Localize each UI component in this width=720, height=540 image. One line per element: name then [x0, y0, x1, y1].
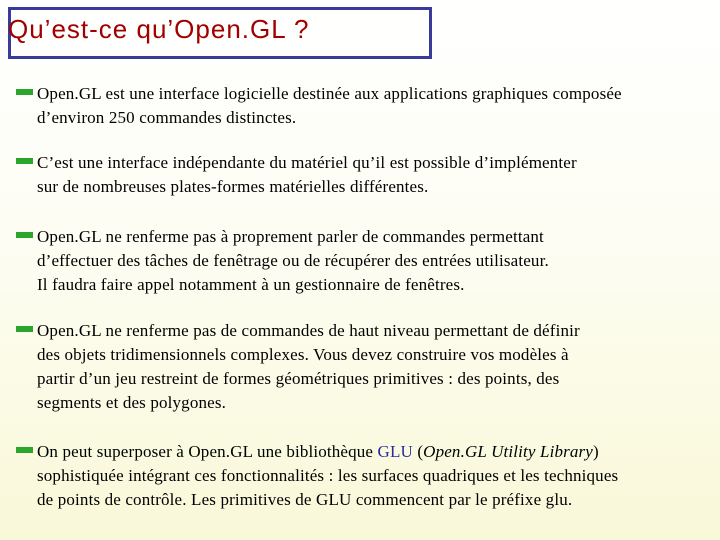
bullet-3-line-3: Il faudra faire appel notamment à un gestionnaire de fenêtres.: [37, 275, 465, 294]
bullet-1-line-1: Open.GL est une interface logicielle destinée aux applications graphiques composée: [37, 84, 622, 103]
bullet-1-line-2: d’environ 250 commandes distinctes.: [37, 108, 297, 127]
bullet-2-line-2: sur de nombreuses plates-formes matérielles différentes.: [37, 177, 429, 196]
bullet-marker: [16, 447, 33, 453]
glu-expansion-italic: Open.GL Utility Library: [423, 442, 593, 461]
bullet-3-line-2: d’effectuer des tâches de fenêtrage ou de récupérer des entrées utilisateur.: [37, 251, 549, 270]
bullet-3-line-1: Open.GL ne renferme pas à proprement parler de commandes permettant: [37, 227, 544, 246]
bullet-marker: [16, 89, 33, 95]
paren-close: ): [592, 442, 599, 461]
glu-highlight: GLU: [377, 442, 413, 461]
bullet-5-text-pre: On peut superposer à Open.GL une bibliothèque: [37, 442, 378, 461]
bullet-5-line-3: de points de contrôle. Les primitives de GLU commencent par le préfixe glu.: [37, 490, 573, 509]
bullet-4-line-3: partir d’un jeu restreint de formes géométriques primitives : des points, des: [37, 369, 560, 388]
bullet-4-line-1: Open.GL ne renferme pas de commandes de haut niveau permettant de définir: [37, 321, 580, 340]
bullet-marker: [16, 158, 33, 164]
paren-open: (: [412, 442, 424, 461]
slide-title: Qu’est-ce qu’Open.GL ?: [8, 14, 310, 44]
bullet-5-line-1: [37, 440, 599, 464]
bullet-marker: [16, 232, 33, 238]
bullet-2-line-1: C’est une interface indépendante du matériel qu’il est possible d’implémenter: [37, 153, 577, 172]
bullet-4-line-4: segments et des polygones.: [37, 393, 226, 412]
bullet-5-line-2: sophistiquée intégrant ces fonctionnalités : les surfaces quadriques et les techniques: [37, 466, 619, 485]
bullet-4-line-2: des objets tridimensionnels complexes. Vous devez construire vos modèles à: [37, 345, 569, 364]
bullet-marker: [16, 326, 33, 332]
